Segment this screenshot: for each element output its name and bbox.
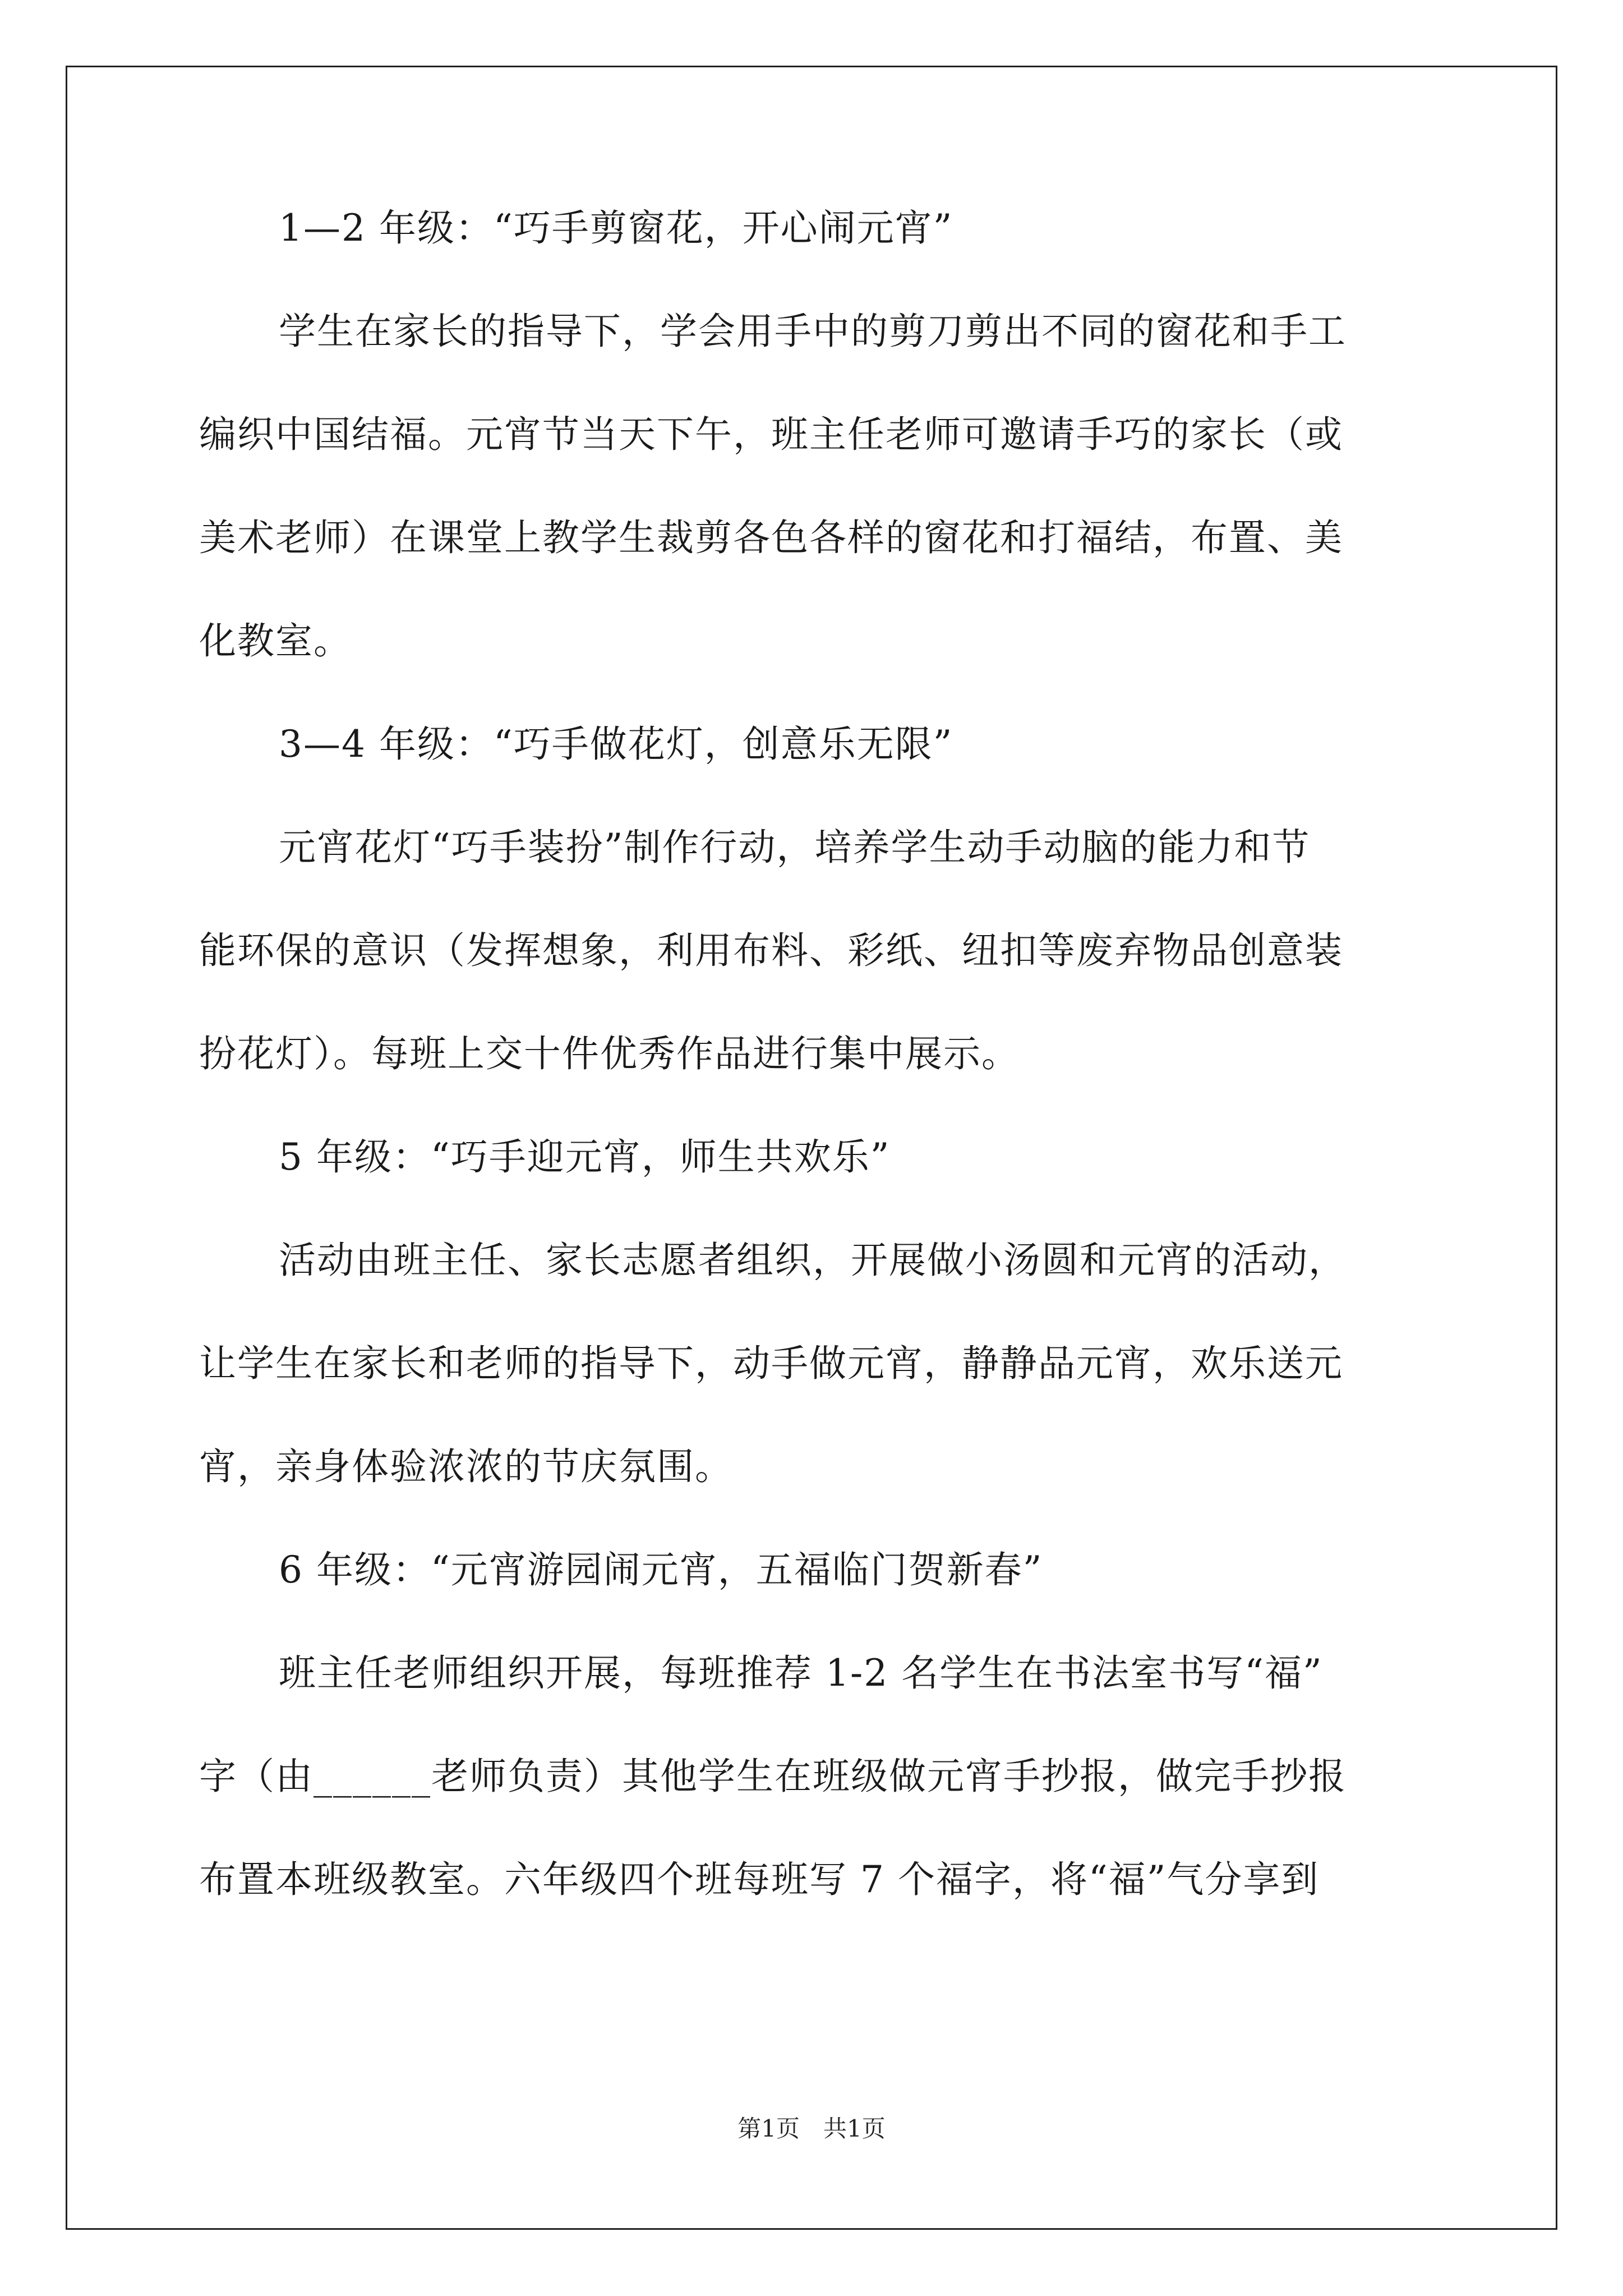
paragraph-line: 编织中国结福。元宵节当天下午，班主任老师可邀请手巧的家长（或: [199, 413, 1343, 456]
paragraph-line: 宵，亲身体验浓浓的节庆氛围。: [199, 1445, 733, 1488]
page-number-footer: 第1页 共1页: [737, 2115, 886, 2142]
paragraph-line: 化教室。: [199, 619, 352, 662]
paragraph-line: 字（由______老师负责）其他学生在班级做元宵手抄报，做完手抄报: [199, 1755, 1347, 1798]
heading-grade-5: 5 年级：“巧手迎元宵，师生共欢乐”: [279, 1135, 891, 1179]
paragraph-line: 让学生在家长和老师的指导下，动手做元宵，静静品元宵，欢乐送元: [199, 1342, 1343, 1385]
paragraph-line: 活动由班主任、家长志愿者组织，开展做小汤圆和元宵的活动，: [279, 1239, 1347, 1282]
paragraph-line: 美术老师）在课堂上教学生裁剪各色各样的窗花和打福结，布置、美: [199, 516, 1343, 559]
paragraph-line: 布置本班级教室。六年级四个班每班写 7 个福字，将“福”气分享到: [199, 1858, 1320, 1901]
paragraph-line: 学生在家长的指导下，学会用手中的剪刀剪出不同的窗花和手工: [279, 310, 1347, 353]
paragraph-line: 能环保的意识（发挥想象，利用布料、彩纸、纽扣等废弃物品创意装: [199, 929, 1343, 972]
paragraph-line: 班主任老师组织开展，每班推荐 1-2 名学生在书法室书写“福”: [279, 1651, 1323, 1695]
heading-grade-6: 6 年级：“元宵游园闹元宵，五福临门贺新春”: [279, 1548, 1043, 1591]
document-body: [199, 208, 1422, 1901]
paragraph-line: 扮花灯）。每班上交十件优秀作品进行集中展示。: [199, 1032, 1020, 1075]
heading-grade-3-4: 3—4 年级：“巧手做花灯，创意乐无限”: [279, 723, 953, 766]
heading-grade-1-2: 1—2 年级：“巧手剪窗花，开心闹元宵”: [279, 206, 953, 250]
paragraph-line: 元宵花灯“巧手装扮”制作行动，培养学生动手动脑的能力和节: [279, 826, 1311, 869]
